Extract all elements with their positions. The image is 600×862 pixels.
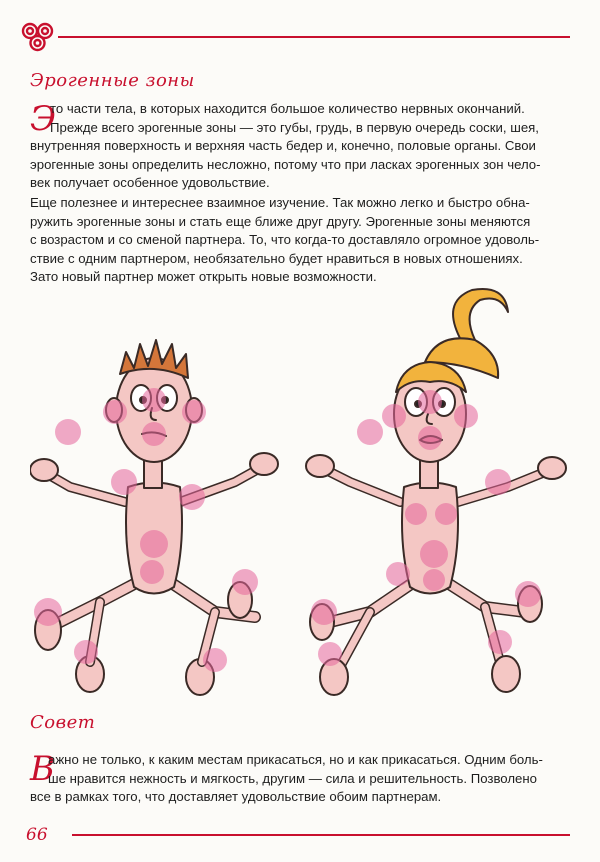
paragraph-tip (30, 751, 578, 807)
text-line: Еще полезнее и интереснее взаимное изучение. Так можно легко и быстро обна- (30, 195, 530, 210)
text-line: то части тела, в которых находится большое количество нервных окончаний. (50, 101, 525, 116)
spiral-ornament-icon (18, 20, 58, 54)
female-figure (306, 289, 566, 695)
text-line: Зато новый партнер может открыть новые возможности. (30, 269, 377, 285)
drop-cap: В (30, 749, 55, 789)
erogenous-zone-markers (34, 388, 541, 672)
text-line: внутренняя поверхность и верхняя часть бедер и, конечно, половые органы. Свои (30, 138, 536, 154)
text-line: эрогенные зоны определить несложно, потому что при ласках эрогенных зон чело- (30, 156, 541, 172)
text-line: ружить эрогенные зоны и стать еще ближе друг другу. Эрогенные зоны меняются (30, 213, 531, 229)
text-line: век получает особенное удовольствие. (30, 175, 270, 191)
text-line: ажно не только, к каким местам прикасаться, но и как прикасаться. Одним боль- (48, 752, 543, 767)
drop-cap: Э (30, 99, 57, 139)
cartoon-couple-illustration (30, 282, 570, 712)
text-line: Прежде всего эрогенные зоны — это губы, грудь, в первую очередь соски, шея, (50, 119, 539, 135)
text-line: ше нравится нежность и мягкость, другим — сила и решительность. Позволено (48, 770, 537, 786)
section-title-tip: Совет (30, 712, 96, 733)
header-rule (58, 36, 570, 38)
footer-rule (72, 834, 570, 836)
paragraph-intro (30, 100, 578, 193)
page-number: 66 (26, 825, 48, 845)
paragraph-mutual-exploration (30, 194, 578, 287)
text-line: с возрастом и со сменой партнера. То, что когда-то доставляло огромное удоволь- (30, 232, 540, 248)
text-line: все в рамках того, что доставляет удовольствие обоим партнерам. (30, 789, 442, 805)
text-line: ствие с одним партнером, необязательно будет нравиться в новых отношениях. (30, 250, 523, 266)
section-title-erogenous-zones: Эрогенные зоны (30, 70, 195, 91)
